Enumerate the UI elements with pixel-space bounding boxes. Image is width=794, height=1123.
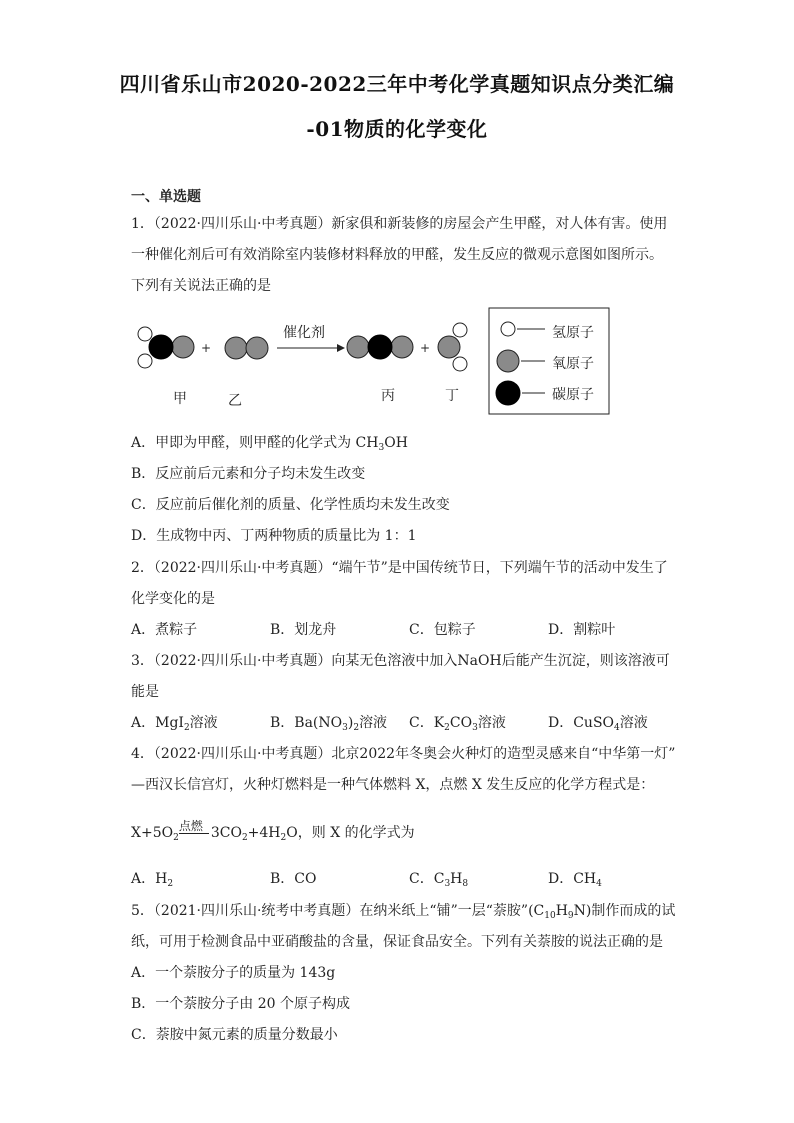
molecule-jia [138, 327, 194, 368]
reaction-diagram [131, 306, 611, 418]
q3-option-b [270, 712, 387, 732]
plus-sign-2: + [420, 341, 431, 355]
equation-condition: 点燃 [178, 819, 203, 833]
q3-option-d-suffix: 溶液 [619, 715, 648, 731]
q1-option-c: C．反应前后催化剂的质量、化学性质均未发生改变 [131, 497, 450, 513]
q1-stem-line2: 一种催化剂后可有效消除室内装修材料释放的甲醛，发生反应的微观示意图如图所示。 [131, 247, 663, 263]
q4-option-c-text: C．C [409, 871, 445, 887]
q4-option-d-text: D．CH [548, 871, 597, 887]
label-bing: 丙 [381, 388, 395, 404]
q4-stem-line1: 4．（2022·四川乐山·中考真题）北京2022年冬奥会火种灯的造型灵感来自“中华第一灯” [131, 746, 676, 762]
label-yi: 乙 [228, 393, 242, 409]
q3-option-a-text: A．MgI [131, 715, 184, 731]
plus-sign-1: + [201, 341, 212, 355]
subscript: 8 [462, 879, 469, 889]
subscript: 2 [173, 833, 179, 843]
molecule-yi [225, 337, 268, 359]
q5-stem-line2: 纸，可用于检测食品中亚硝酸盐的含量，保证食品安全。下列有关萘胺的说法正确的是 [131, 934, 663, 950]
reaction-arrow [277, 344, 345, 352]
q4-option-c [409, 868, 468, 888]
q1-option-a-text: A．甲即为甲醛，则甲醛的化学式为 CH [131, 435, 379, 451]
q4-option-b: B．CO [270, 871, 317, 887]
subscript: 2 [353, 723, 360, 733]
subscript: 3 [342, 723, 348, 733]
subscript: 2 [280, 833, 287, 843]
q5-stem-line1-mid: H [555, 903, 568, 919]
q2-option-b: B．划龙舟 [270, 622, 337, 638]
legend-label-carbon: 碳原子 [552, 387, 594, 403]
equation-products: 3CO [210, 825, 242, 841]
subscript: 9 [567, 911, 574, 921]
equation-question: O，则 X 的化学式为 [286, 825, 415, 841]
subscript: 4 [596, 879, 602, 889]
q3-stem-line2: 能是 [131, 684, 159, 700]
q1-stem-line3: 下列有关说法正确的是 [131, 278, 271, 294]
legend-label-hydrogen: 氢原子 [552, 325, 594, 341]
subscript: 2 [167, 879, 174, 889]
q5-stem-line1-end: N)制作而成的试 [573, 903, 676, 919]
subscript: 2 [444, 723, 450, 733]
subscript: 3 [378, 443, 385, 453]
q1-stem-line1: 1．（2022·四川乐山·中考真题）新家俱和新装修的房屋会产生甲醛，对人体有害。使用 [131, 216, 668, 232]
q3-option-b-text: B．Ba(NO [270, 715, 343, 731]
equation-reactants: X+5O [131, 825, 174, 841]
subscript: 2 [241, 833, 248, 843]
q2-stem-line1: 2．（2022·四川乐山·中考真题）“端午节”是中国传统节日，下列端午节的活动中发生了 [131, 560, 668, 576]
subscript: 2 [183, 723, 190, 733]
q3-option-a-suffix: 溶液 [189, 715, 218, 731]
molecule-ding [438, 323, 467, 371]
legend-label-oxygen: 氧原子 [552, 356, 594, 372]
label-jia: 甲 [173, 391, 187, 407]
q4-option-a-text: A．H [131, 871, 168, 887]
arrow-label-catalyst: 催化剂 [283, 325, 325, 341]
section-heading: 一、单选题 [131, 189, 201, 205]
q2-stem-line2: 化学变化的是 [131, 591, 215, 607]
document-title-line1: 四川省乐山市2020-2022三年中考化学真题知识点分类汇编 [119, 72, 675, 96]
q2-option-d: D．割粽叶 [548, 622, 616, 638]
subscript: 3 [472, 723, 478, 733]
q3-option-c-text: C．K [409, 715, 445, 731]
equation-products-2: +4H [247, 825, 281, 841]
q3-option-c-suffix: 溶液 [477, 715, 506, 731]
reaction-diagram-svg [131, 306, 611, 418]
q3-option-b-mid: ) [347, 715, 354, 731]
q5-option-a: A．一个萘胺分子的质量为 143g [131, 965, 336, 981]
q1-option-b: B．反应前后元素和分子均未发生改变 [131, 466, 366, 482]
q2-option-c: C．包粽子 [409, 622, 476, 638]
q3-option-d-text: D．CuSO [548, 715, 615, 731]
label-ding: 丁 [445, 388, 459, 404]
q4-option-d [548, 868, 602, 888]
q5-stem-line1 [131, 900, 675, 920]
q1-option-d: D．生成物中丙、丁两种物质的质量比为 1：1 [131, 528, 417, 544]
subscript: 3 [444, 879, 451, 889]
q3-option-a [131, 712, 218, 732]
q3-option-b-suffix: 溶液 [359, 715, 388, 731]
q3-option-c-mid: CO [449, 715, 473, 731]
q1-option-a-text-end: OH [384, 435, 408, 451]
subscript: 4 [614, 723, 620, 733]
q4-option-c-mid: H [450, 871, 463, 887]
molecule-bing [347, 335, 413, 359]
q4-equation [131, 819, 415, 843]
q5-stem-line1-text: 5．（2021·四川乐山·统考中考真题）在纳米纸上“铺”一层“萘胺”(C [131, 903, 545, 919]
equation-bar [179, 833, 209, 834]
q1-option-a [131, 432, 408, 452]
q2-option-a: A．煮粽子 [131, 622, 198, 638]
q5-option-c: C．萘胺中氮元素的质量分数最小 [131, 1027, 338, 1043]
q4-option-a [131, 868, 173, 888]
q5-option-b: B．一个萘胺分子由 20 个原子构成 [131, 996, 351, 1012]
document-title-line2: -01物质的化学变化 [306, 117, 488, 141]
q3-stem-line1: 3．（2022·四川乐山·中考真题）向某无色溶液中加入NaOH后能产生沉淀，则该溶液可 [131, 653, 670, 669]
q3-option-c [409, 712, 506, 732]
subscript: 10 [544, 911, 556, 921]
q4-stem-line2: —西汉长信宫灯，火种灯燃料是一种气体燃料 X，点燃 X 发生反应的化学方程式是： [131, 777, 655, 793]
q3-option-d [548, 712, 648, 732]
